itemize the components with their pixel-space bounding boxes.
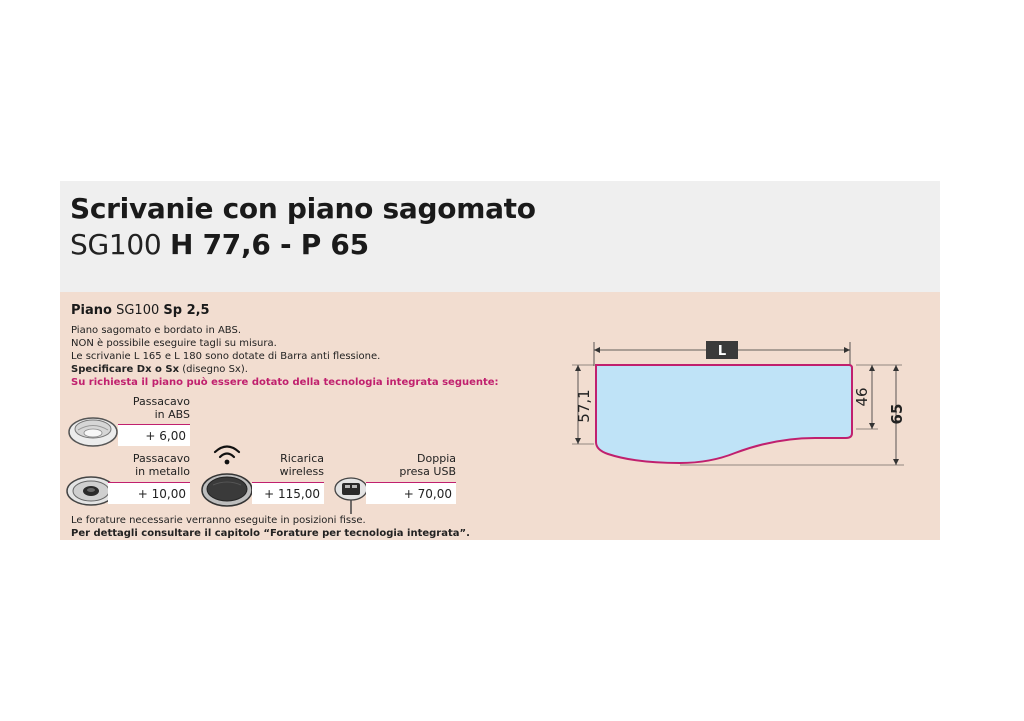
integrated-tech-note: Su richiesta il piano può essere dotato della tecnologia integrata seguente:: [71, 377, 499, 388]
piano-heading: [71, 303, 210, 318]
width-label: L: [717, 344, 727, 359]
page-title: Scrivanie con piano sagomato: [70, 192, 536, 225]
piano-label: Piano: [71, 303, 112, 318]
dimensions-spec: H 77,6 - P 65: [170, 228, 369, 261]
option-price-metal: + 10,00: [108, 482, 190, 504]
inner-depth-label: 46: [853, 387, 871, 407]
left-depth-label: 57,1: [575, 389, 593, 423]
specify-side-rest: (disegno Sx).: [179, 364, 248, 375]
option-label-metal: Passacavo in metallo: [132, 452, 190, 478]
page-subtitle: [70, 228, 369, 261]
model-code: SG100: [70, 228, 162, 261]
description-line-1: Piano sagomato e bordato in ABS.: [71, 325, 242, 336]
piano-thickness: Sp 2,5: [163, 303, 210, 318]
option-label-wireless: Ricarica wireless: [279, 452, 324, 478]
wireless-signal-icon: [212, 443, 242, 467]
description-line-2: NON è possibile eseguire tagli su misura.: [71, 338, 277, 349]
footer-note-2: Per dettagli consultare il capitolo “Forature per tecnologia integrata”.: [71, 528, 470, 539]
specify-side-bold: Specificare Dx o Sx: [71, 364, 180, 375]
total-depth-label: 65: [888, 403, 906, 425]
option-price-wireless: + 115,00: [252, 482, 324, 504]
footer-note-1: Le forature necessarie verranno eseguite in posizioni fisse.: [71, 515, 366, 526]
piano-model: SG100: [116, 303, 160, 318]
desk-shape: [596, 365, 852, 463]
option-label-abs: Passacavo in ABS: [132, 395, 190, 421]
option-label-usb: Doppia presa USB: [399, 452, 456, 478]
description-line-3: Le scrivanie L 165 e L 180 sono dotate di Barra anti flessione.: [71, 351, 381, 362]
usb-socket-icon: [334, 476, 368, 516]
option-price-usb: + 70,00: [366, 482, 456, 504]
specify-side: [71, 364, 248, 375]
desk-top-drawing: [560, 330, 920, 480]
option-price-abs: + 6,00: [118, 424, 190, 446]
